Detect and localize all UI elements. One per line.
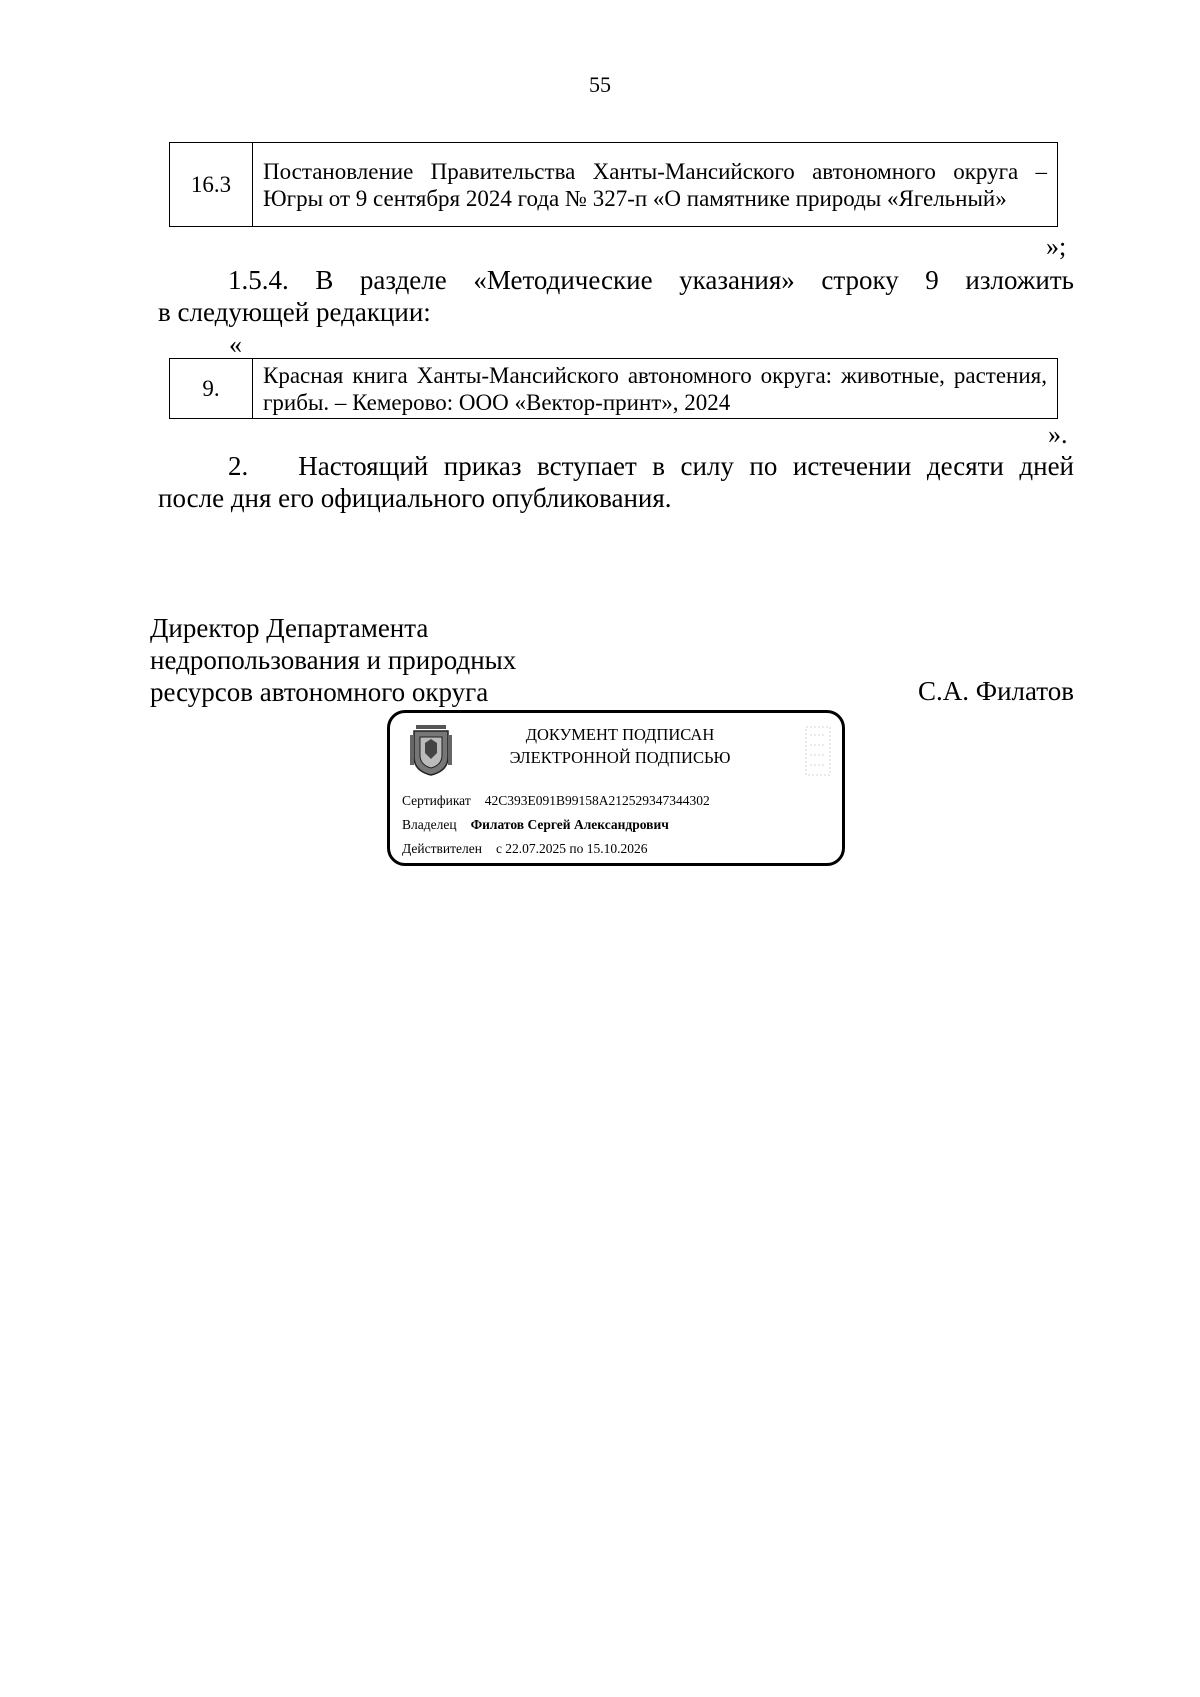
electronic-signature-stamp <box>387 710 845 866</box>
paragraph-2 <box>158 450 1074 514</box>
section-1-5-4 <box>158 264 1074 328</box>
page-number: 55 <box>589 72 611 97</box>
signer-position: Директор Департамента недропользования и природных ресурсов автономного округа <box>150 613 517 707</box>
paragraph-2-number: 2. <box>228 451 249 481</box>
owner-label: Владелец <box>402 817 457 832</box>
stamp-certificate-row <box>402 793 710 809</box>
table-row-16-3 <box>169 142 1058 227</box>
paragraph-2-line1: Настоящий приказ вступает в силу по истечении десяти дней <box>298 451 1074 481</box>
watermark-icon <box>804 725 832 777</box>
table-cell-text: Красная книга Ханты-Мансийского автономного округа: животные, растения, грибы. – Кемерово: ООО «Вектор-принт», 2024 <box>253 359 1058 419</box>
section-1-5-4-line1: 1.5.4. В разделе «Методические указания» строку 9 изложить <box>228 265 1074 295</box>
section-1-5-4-line2: в следующей редакции: <box>158 297 431 327</box>
stamp-title: ДОКУМЕНТ ПОДПИСАН ЭЛЕКТРОННОЙ ПОДПИСЬЮ <box>509 725 731 767</box>
table-cell-number: 16.3 <box>170 143 253 227</box>
coat-of-arms-icon <box>410 723 452 777</box>
stamp-owner-row <box>402 817 669 833</box>
owner-value: Филатов Сергей Александрович <box>470 817 669 832</box>
table-cell-text: Постановление Правительства Ханты-Мансийского автономного округа – Югры от 9 сентября 2024 года № 327-п «О памятнике природы «Ягельный» <box>253 143 1058 227</box>
opening-quote: « <box>229 330 242 359</box>
validity-label: Действителен <box>402 841 482 856</box>
closing-quote-final: ». <box>1048 420 1068 449</box>
certificate-label: Сертификат <box>402 793 471 808</box>
certificate-value: 42C393E091B99158A212529347344302 <box>484 793 710 808</box>
table-row-9 <box>169 358 1058 419</box>
paragraph-2-line2: после дня его официального опубликования. <box>158 483 672 513</box>
table-cell-number: 9. <box>170 359 253 419</box>
stamp-validity-row <box>402 841 648 857</box>
closing-quote: »; <box>1046 232 1067 261</box>
signer-name: С.А. Филатов <box>918 676 1074 706</box>
validity-value: с 22.07.2025 по 15.10.2026 <box>495 841 648 856</box>
